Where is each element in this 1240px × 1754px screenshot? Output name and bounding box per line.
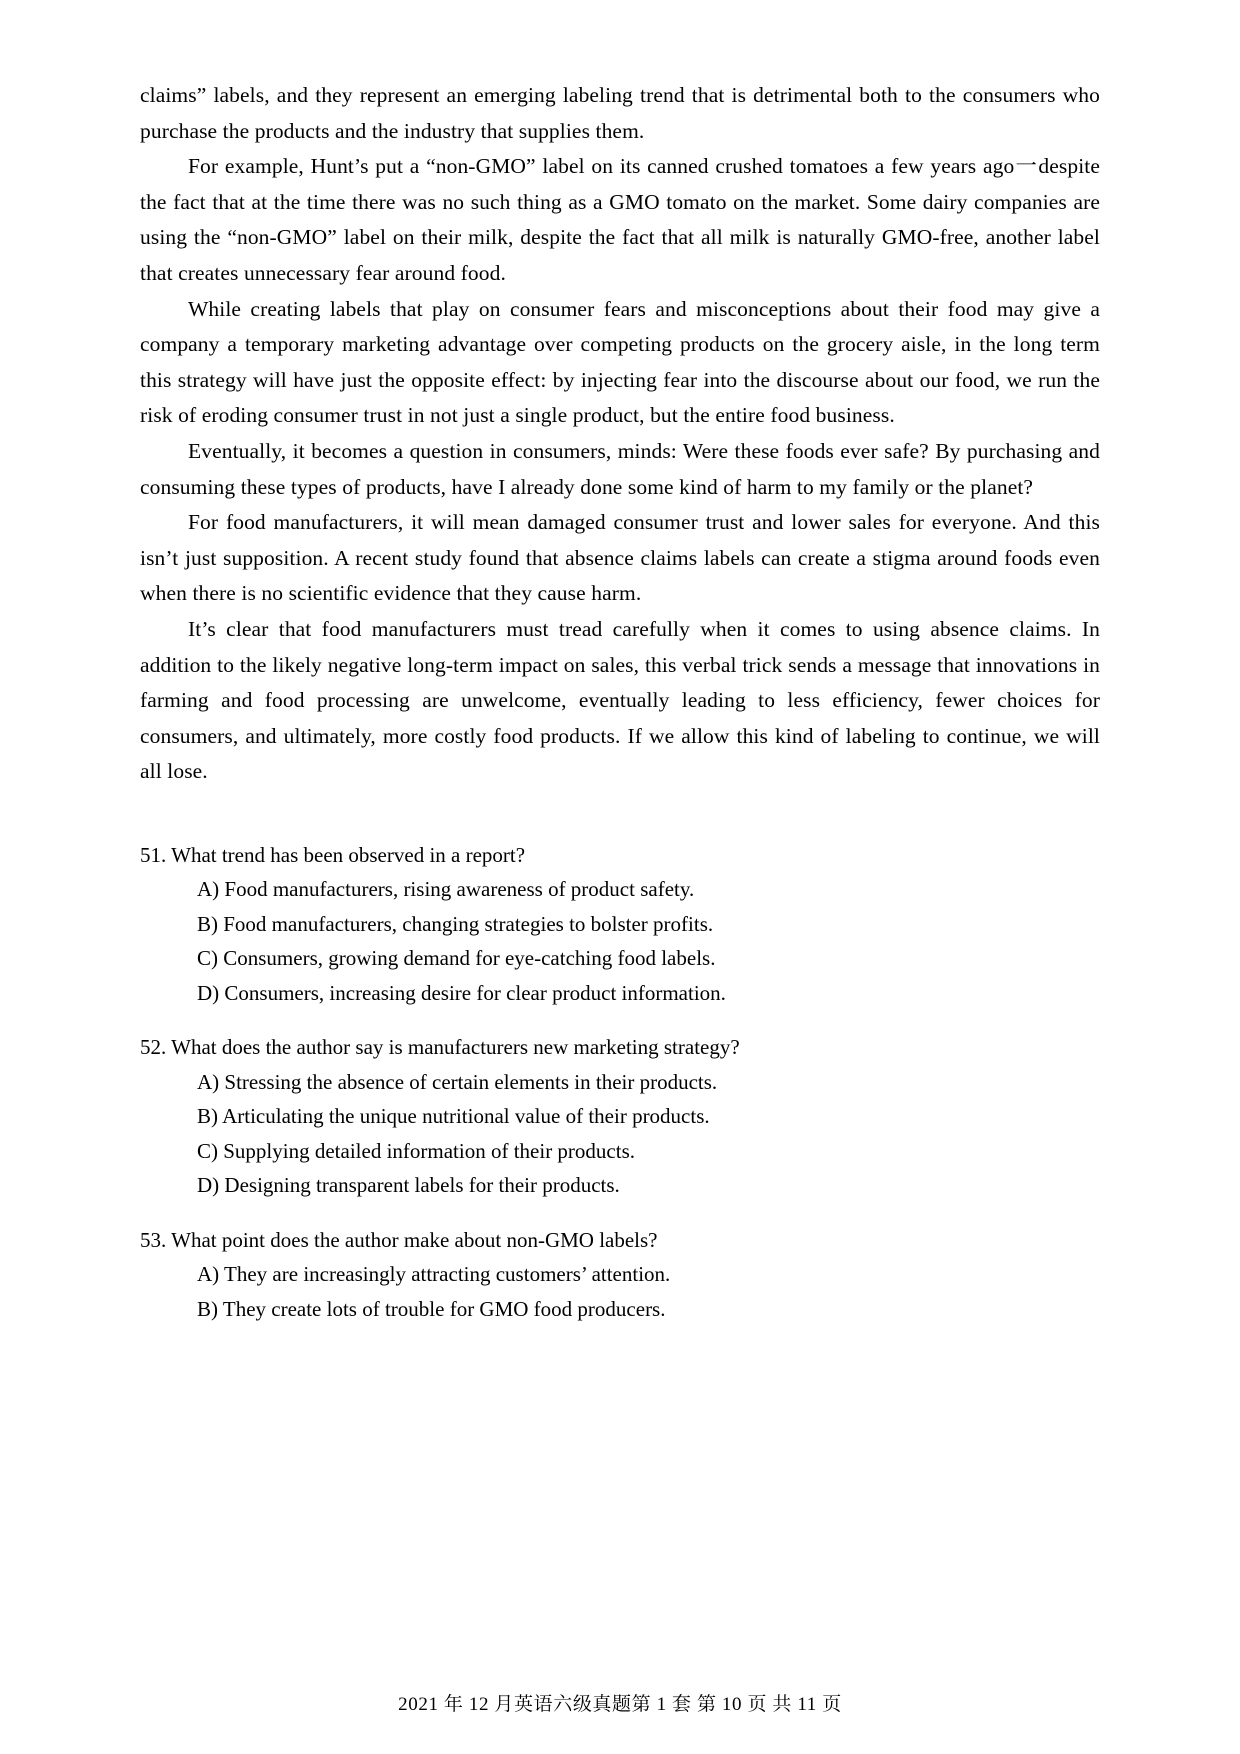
passage-paragraph: While creating labels that play on consumer fears and misconceptions about their food may give a company a temporary marketing advantage over competing products on the grocery aisle, in the long term this strategy will have just the opposite effect: by injecting fear into the discourse about our food, we run the risk of eroding consumer trust in not just a single product, but the entire food business.: [140, 296, 1100, 428]
option-a[interactable]: A) Stressing the absence of certain elements in their products.: [197, 1069, 718, 1094]
question-text: What does the author say is manufacturers new marketing strategy?: [171, 1035, 740, 1060]
question-stem: [140, 1223, 1100, 1258]
passage-paragraph: Eventually, it becomes a question in consumers, minds: Were these foods ever safe? By purchasing and consuming these types of products, have I already done some kind of harm to my family or the planet?: [140, 438, 1100, 499]
question-text: What point does the author make about non-GMO labels?: [171, 1227, 658, 1252]
question-53: [140, 1223, 1100, 1327]
page-footer: 2021 年 12 月英语六级真题第 1 套 第 10 页 共 11 页: [398, 1694, 842, 1715]
option-a[interactable]: A) They are increasingly attracting customers’ attention.: [197, 1262, 671, 1287]
option-b[interactable]: B) They create lots of trouble for GMO food producers.: [197, 1296, 666, 1321]
option-d[interactable]: D) Consumers, increasing desire for clear product information.: [197, 980, 726, 1005]
question-number: 52.: [140, 1035, 167, 1060]
question-51: [140, 838, 1100, 1011]
option-c[interactable]: C) Supplying detailed information of their products.: [197, 1138, 636, 1163]
passage-paragraph: For example, Hunt’s put a “non-GMO” label on its canned crushed tomatoes a few years ago一despite the fact that at the time there was no such thing as a GMO tomato on the market. Some dairy companies are using the “non-GMO” label on their milk, despite the fact that all milk is naturally GMO-free, another label that creates unnecessary fear around food.: [140, 154, 1100, 285]
passage-paragraph: For food manufacturers, it will mean damaged consumer trust and lower sales for everyone. And this isn’t just supposition. A recent study found that absence claims labels can create a stigma around foods even when there is no scientific evidence that they cause harm.: [140, 510, 1100, 606]
option-b[interactable]: B) Articulating the unique nutritional value of their products.: [197, 1104, 710, 1129]
option-list: [140, 1065, 1100, 1203]
reading-passage: [140, 78, 1100, 790]
question-stem: [140, 838, 1100, 873]
question-52: [140, 1030, 1100, 1203]
question-number: 51.: [140, 842, 167, 867]
passage-paragraph: It’s clear that food manufacturers must tread carefully when it comes to using absence claims. In addition to the likely negative long-term impact on sales, this verbal trick sends a message that innovations in farming and food processing are unwelcome, eventually leading to less efficiency, fewer choices for consumers, and ultimately, more costly food products. If we allow this kind of labeling to continue, we will all lose.: [140, 616, 1100, 784]
option-list: [140, 872, 1100, 1010]
option-list: [140, 1257, 1100, 1326]
option-a[interactable]: A) Food manufacturers, rising awareness of product safety.: [197, 877, 695, 902]
option-b[interactable]: B) Food manufacturers, changing strategies to bolster profits.: [197, 911, 714, 936]
passage-paragraph: claims” labels, and they represent an emerging labeling trend that is detrimental both to the consumers who purchase the products and the industry that supplies them.: [140, 83, 1100, 143]
option-c[interactable]: C) Consumers, growing demand for eye-catching food labels.: [197, 946, 716, 971]
questions-section: [140, 838, 1100, 1327]
option-d[interactable]: D) Designing transparent labels for their products.: [197, 1173, 620, 1198]
question-stem: [140, 1030, 1100, 1065]
question-text: What trend has been observed in a report?: [171, 842, 526, 867]
question-number: 53.: [140, 1227, 167, 1252]
